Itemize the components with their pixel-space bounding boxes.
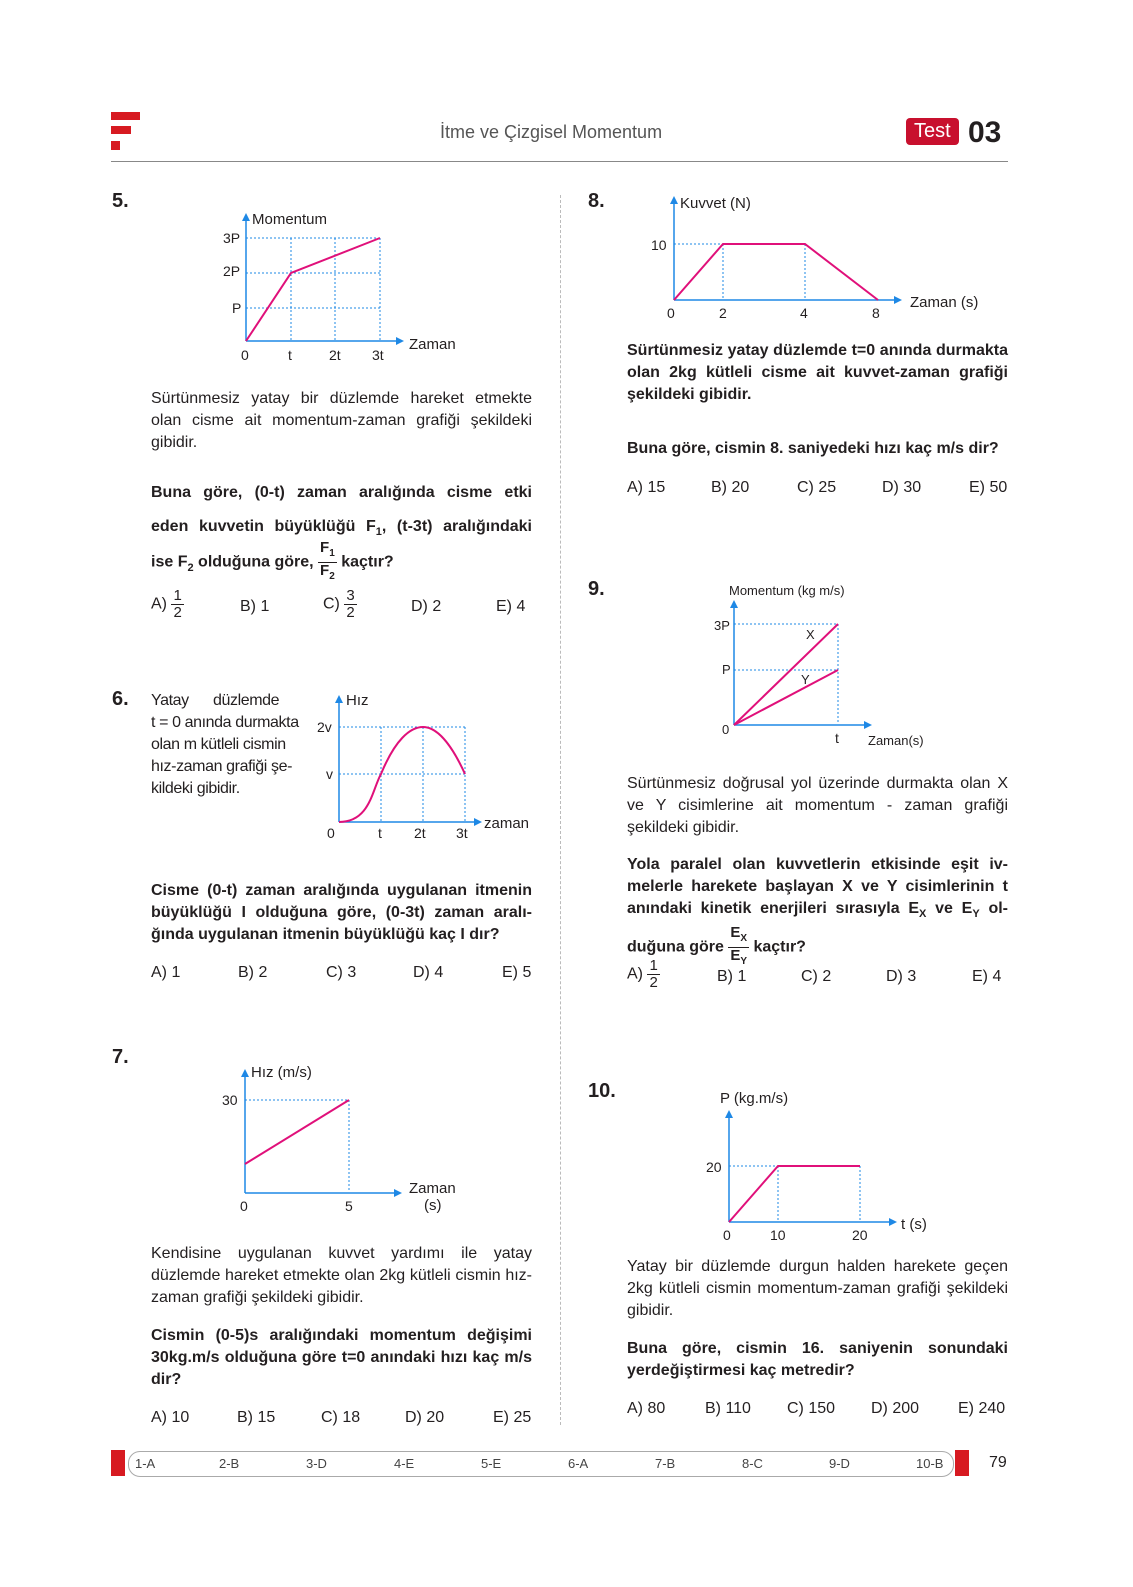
y-axis-label: Momentum — [252, 211, 328, 228]
tick-label: 10 — [770, 1227, 786, 1243]
y-axis-label: Momentum (kg m/s) — [729, 583, 845, 598]
tick-label: 0 — [667, 305, 675, 321]
answer-option[interactable]: A) 15 — [627, 479, 666, 496]
force-time-graph — [640, 190, 1000, 325]
answer-option[interactable]: D) 4 — [413, 964, 444, 981]
answer-option[interactable]: C) 25 — [797, 479, 837, 496]
tick-label: 3t — [372, 347, 384, 363]
answer-option[interactable]: E) 4 — [972, 968, 1002, 985]
tick-label: 2P — [223, 263, 241, 279]
answer-key-item: 8-C — [742, 1456, 763, 1471]
answer-option[interactable]: A) 80 — [627, 1400, 666, 1417]
question-text: Sürtünmesiz yatay bir düzlemde hareket etmekte olan cisme ait momentum-zaman grafiği şekildeki gibidir. — [151, 390, 532, 451]
tick-label: P — [232, 300, 242, 316]
answer-key-item: 6-A — [568, 1456, 589, 1471]
answer-option[interactable]: A) $\frac{1}{2}$ — [627, 957, 658, 991]
answer-option[interactable]: D) 20 — [405, 1409, 445, 1426]
page-title: İtme ve Çizgisel Momentum — [440, 122, 663, 142]
column-divider — [560, 195, 561, 1425]
answer-key-item: 5-E — [481, 1456, 502, 1471]
tick-label: 0 — [723, 1227, 731, 1243]
question-prompt: eden kuvvetin büyüklüğü $F_1$, (t-3t) aralığındaki — [151, 518, 533, 539]
answer-option[interactable]: E) 25 — [493, 1409, 532, 1426]
tick-label: 30 — [222, 1092, 238, 1108]
x-axis-label: t (s) — [901, 1216, 927, 1233]
answer-option[interactable]: D) 30 — [882, 479, 922, 496]
tick-label: 10 — [651, 237, 667, 253]
question-prompt: Buna göre, cismin 16. saniyenin sonundaki yerdeğiştirmesi kaç metredir? — [627, 1340, 1008, 1379]
answer-option[interactable]: A) 10 — [151, 1409, 190, 1426]
velocity-time-graph — [215, 1058, 475, 1218]
test-number: 03 — [968, 116, 1002, 149]
tick-label: 5 — [345, 1198, 353, 1214]
header-divider — [111, 161, 1008, 162]
answer-option[interactable]: D) 3 — [886, 968, 917, 985]
tick-label: 2t — [414, 825, 426, 841]
x-axis-label: Zaman (s) — [910, 294, 979, 311]
answer-option[interactable]: B) 15 — [237, 1409, 276, 1426]
question-text: Yatay düzlemde t = 0 anında durmakta olan m kütleli cismin hız-zaman grafiği şe- kildeki gibidir. — [151, 692, 299, 797]
x-axis-label: Zaman — [409, 336, 456, 353]
answer-option[interactable]: C) 3 — [326, 964, 357, 981]
tick-label: 20 — [706, 1159, 722, 1175]
question-text: Kendisine uygulanan kuvvet yardımı ile yatay düzlemde hareket etmekte olan 2kg kütleli cismin hız-zaman grafiği şekildeki gibidir. — [151, 1245, 532, 1306]
series-label: Y — [801, 672, 810, 687]
y-axis-label: Kuvvet (N) — [680, 195, 751, 212]
answer-key-item: 3-D — [306, 1456, 327, 1471]
tick-label: 2t — [329, 347, 341, 363]
answer-option[interactable]: C) 150 — [787, 1400, 836, 1417]
tick-label: v — [326, 766, 333, 782]
answer-option[interactable]: B) 2 — [238, 964, 268, 981]
x-axis-label: Zaman(s) — [868, 733, 924, 748]
tick-label: 2 — [719, 305, 727, 321]
question-number: 5. — [112, 190, 129, 212]
question-prompt: Buna göre, (0-t) zaman aralığında cisme etki — [151, 484, 532, 501]
tick-label: 4 — [800, 305, 808, 321]
answer-option[interactable]: A) $\frac{1}{2}$ — [151, 587, 182, 621]
x-axis-label: zaman — [484, 815, 530, 832]
answer-option[interactable]: B) 1 — [717, 968, 747, 985]
question-text: Yatay bir düzlemde durgun halden harekete geçen 2kg kütleli cismin momentum-zaman grafiği şekildeki gibidir. — [627, 1258, 1008, 1319]
x-axis-unit: (s) — [424, 1197, 442, 1214]
answer-option[interactable]: E) 4 — [496, 598, 526, 615]
fraction: $\frac{F_1}{F_2}$ — [320, 539, 335, 582]
question-prompt: Buna göre, cismin 8. saniyedeki hızı kaç m/s dir? — [627, 440, 999, 457]
question-text: Sürtünmesiz yatay düzlemde t=0 anında durmakta olan 2kg kütleli cisme ait kuvvet-zaman grafiği şekildeki gibidir. — [627, 342, 1008, 403]
answer-option[interactable]: A) 1 — [151, 964, 181, 981]
tick-label: P — [722, 662, 731, 677]
question-prompt: Yola paralel olan kuvvetlerin etkisinde eşit iv- melerle harekete başlayan X ve Y cisimlerinin t anındaki kinetik enerjileri sırasıyla $E_X$ ve $E_Y$ ol- duğuna göre $\frac{E_X}{E_Y}$ kaçtır? — [627, 854, 1008, 970]
question-number: 10. — [588, 1080, 616, 1102]
answer-option[interactable]: C) 2 — [801, 968, 832, 985]
y-axis-label: Hız — [346, 692, 369, 709]
tick-label: t — [378, 825, 382, 841]
tick-label: t — [835, 730, 839, 746]
series-label: X — [806, 627, 815, 642]
answer-key-bar-right — [955, 1450, 969, 1476]
tick-label: 8 — [872, 305, 880, 321]
answer-key — [128, 1451, 954, 1477]
tick-label: 0 — [327, 825, 335, 841]
answer-key-bar-left — [111, 1450, 125, 1476]
question-text: Sürtünmesiz doğrusal yol üzerinde durmakta olan X ve Y cisimlerine ait momentum - zaman grafiği şekildeki gibidir. — [627, 775, 1008, 836]
page-number: 79 — [989, 1454, 1007, 1471]
answer-key-item: 1-A — [135, 1456, 156, 1471]
tick-label: t — [288, 347, 292, 363]
tick-label: 2v — [317, 719, 332, 735]
answer-option[interactable]: E) 240 — [958, 1400, 1006, 1417]
test-badge: Test — [906, 118, 959, 145]
tick-label: 3t — [456, 825, 468, 841]
question-number: 8. — [588, 190, 605, 212]
answer-option[interactable]: D) 200 — [871, 1400, 920, 1417]
momentum-time-graph — [700, 578, 940, 753]
answer-key-item: 9-D — [829, 1456, 850, 1471]
publisher-logo — [111, 112, 141, 152]
question-number: 7. — [112, 1046, 129, 1068]
question-prompt: Cismin (0-5)s aralığındaki momentum değişimi 30kg.m/s olduğuna göre t=0 anındaki hızı kaç m/s dir? — [151, 1327, 532, 1388]
answer-key-item: 10-B — [916, 1456, 944, 1471]
answer-option[interactable]: B) 110 — [705, 1400, 751, 1417]
answer-option[interactable]: D) 2 — [411, 598, 442, 615]
answer-option[interactable]: E) 5 — [502, 964, 532, 981]
answer-option[interactable]: B) 20 — [711, 479, 750, 496]
question-number: 6. — [112, 688, 129, 710]
y-axis-label: Hız (m/s) — [251, 1064, 312, 1081]
answer-option[interactable]: B) 1 — [240, 598, 270, 615]
fraction: $\frac{E_X}{E_Y}$ — [730, 924, 748, 968]
answer-key-item: 4-E — [394, 1456, 415, 1471]
question-prompt: Cisme (0-t) zaman aralığında uygulanan itmenin büyüklüğü I olduğuna göre, (0-3t) zaman aralı- ğında uygulanan itmenin büyüklüğü kaç I dır? — [151, 882, 532, 943]
answer-option[interactable]: C) 18 — [321, 1409, 361, 1426]
tick-label: 0 — [722, 722, 730, 737]
velocity-time-graph — [310, 688, 535, 843]
answer-key-item: 7-B — [655, 1456, 676, 1471]
tick-label: 3P — [223, 230, 241, 246]
momentum-time-graph — [210, 205, 470, 370]
answer-option[interactable]: E) 50 — [969, 479, 1008, 496]
question-number: 9. — [588, 578, 605, 600]
x-axis-label: Zaman — [409, 1180, 456, 1197]
question-prompt: ise $F_2$ olduğuna göre, $\frac{F_1}{F_2}$ kaçtır? — [151, 540, 532, 585]
tick-label: 0 — [241, 347, 249, 363]
tick-label: 3P — [714, 618, 730, 633]
y-axis-label: P (kg.m/s) — [720, 1090, 789, 1107]
tick-label: 20 — [852, 1227, 868, 1243]
answer-option[interactable]: C) $\frac{3}{2}$ — [323, 587, 355, 621]
momentum-time-graph — [700, 1085, 940, 1245]
tick-label: 0 — [240, 1198, 248, 1214]
answer-key-item: 2-B — [219, 1456, 240, 1471]
